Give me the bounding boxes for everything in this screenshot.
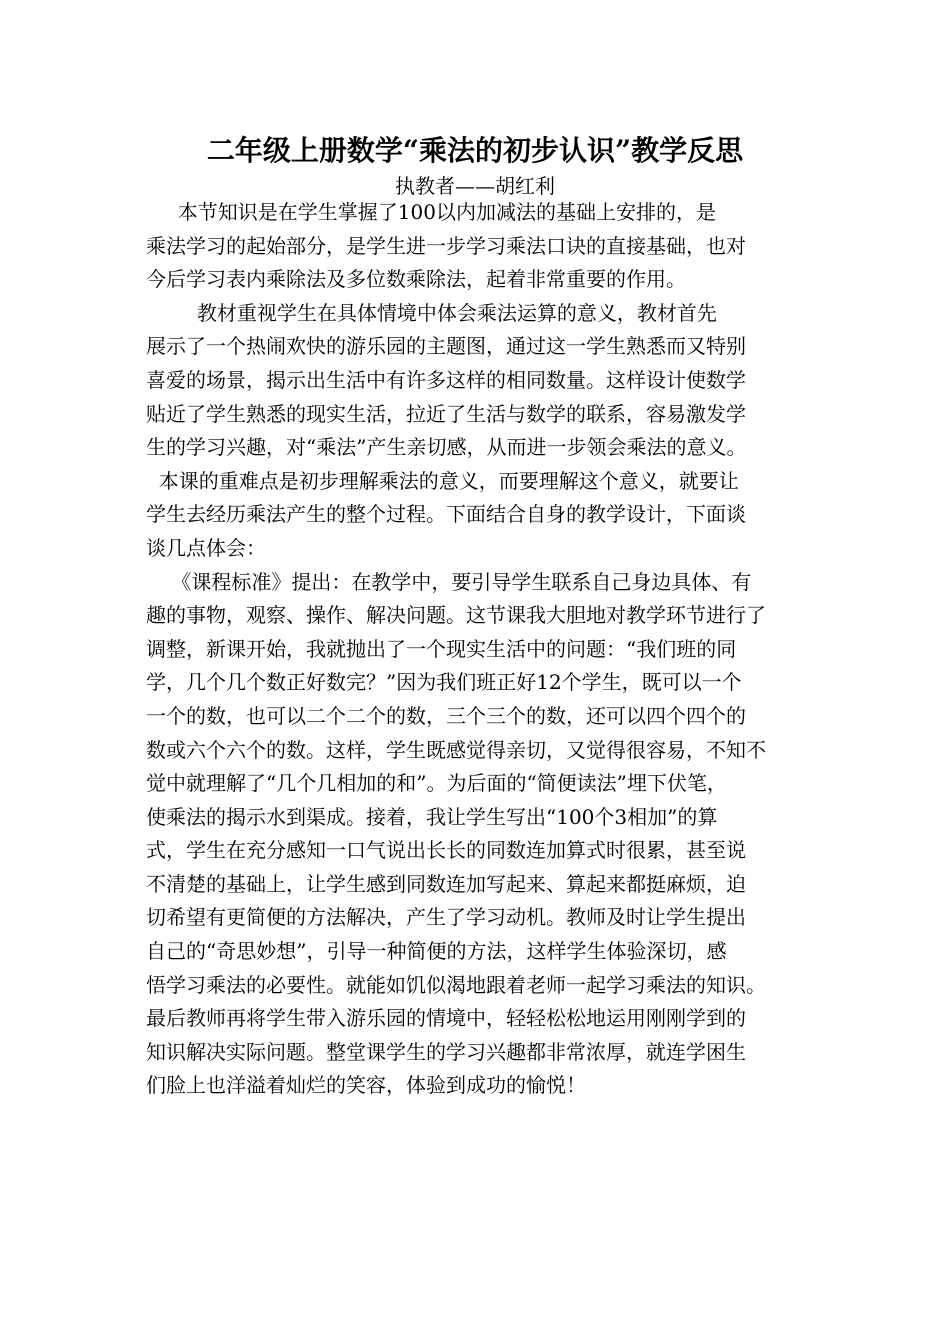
author-line: 执教者——胡红利 [395,174,555,198]
text-line: 教材重视学生在具体情境中体会乘法运算的意义，教材首先 [146,300,717,325]
document-body [146,196,826,1103]
text-line: 最后教师再将学生带入游乐园的情境中，轻轻松松地运用刚刚学到的 [146,1006,746,1031]
text-line: 自己的“奇思妙想”，引导一种简便的方法，这样学生体验深切，感 [146,939,727,964]
text-line: 一个的数，也可以二个二个的数，三个三个的数，还可以四个四个的 [146,703,746,728]
text-line: 们脸上也洋溢着灿烂的笑容，体验到成功的愉悦！ [146,1073,586,1098]
text-line: 乘法学习的起始部分，是学生进一步学习乘法口诀的直接基础，也对 [146,233,746,258]
text-line: 式，学生在充分感知一口气说出长长的同数连加算式时很累，甚至说 [146,838,746,863]
text-line: 谈几点体会： [146,535,266,560]
text-line: 生的学习兴趣，对“乘法”产生亲切感，从而进一步领会乘法的意义。 [146,435,747,460]
text-line: 切希望有更简便的方法解决，产生了学习动机。教师及时让学生提出 [146,905,746,930]
text-line: 本节知识是在学生掌握了100以内加减法的基础上安排的，是 [146,200,716,224]
text-line: 今后学习表内乘除法及多位数乘除法，起着非常重要的作用。 [146,267,686,292]
text-line: 数或六个六个的数。这样，学生既感觉得亲切，又觉得很容易，不知不 [146,737,766,762]
text-line: 展示了一个热闹欢快的游乐园的主题图，通过这一学生熟悉而又特别 [146,334,746,359]
text-line: 调整，新课开始，我就抛出了一个现实生活中的问题：“我们班的同 [146,636,737,661]
text-line: 《课程标准》提出：在教学中，要引导学生联系自己身边具体、有 [146,569,752,594]
text-line: 知识解决实际问题。整堂课学生的学习兴趣都非常浓厚，就连学困生 [146,1039,746,1064]
document-title: 二年级上册数学“乘法的初步认识”教学反思 [206,134,744,167]
text-line: 觉中就理解了“几个几相加的和”。为后面的“简便读法”埋下伏笔， [146,771,727,796]
text-line: 趣的事物，观察、操作、解决问题。这节课我大胆地对教学环节进行了 [146,603,766,628]
text-line: 使乘法的揭示水到渠成。接着，我让学生写出“100个3相加”的算 [146,804,718,829]
text-line: 学，几个几个数正好数完？”因为我们班正好12个学生，既可以一个 [146,670,742,695]
text-line: 悟学习乘法的必要性。就能如饥似渴地跟着老师一起学习乘法的知识。 [146,972,766,997]
text-line: 本课的重难点是初步理解乘法的意义，而要理解这个意义，就要让 [146,468,739,493]
text-line: 学生去经历乘法产生的整个过程。下面结合自身的教学设计，下面谈 [146,502,746,527]
text-line: 不清楚的基础上，让学生感到同数连加写起来、算起来都挺麻烦，迫 [146,871,746,896]
text-line: 喜爱的场景，揭示出生活中有许多这样的相同数量。这样设计使数学 [146,367,746,392]
text-line: 贴近了学生熟悉的现实生活，拉近了生活与数学的联系，容易激发学 [146,401,746,426]
